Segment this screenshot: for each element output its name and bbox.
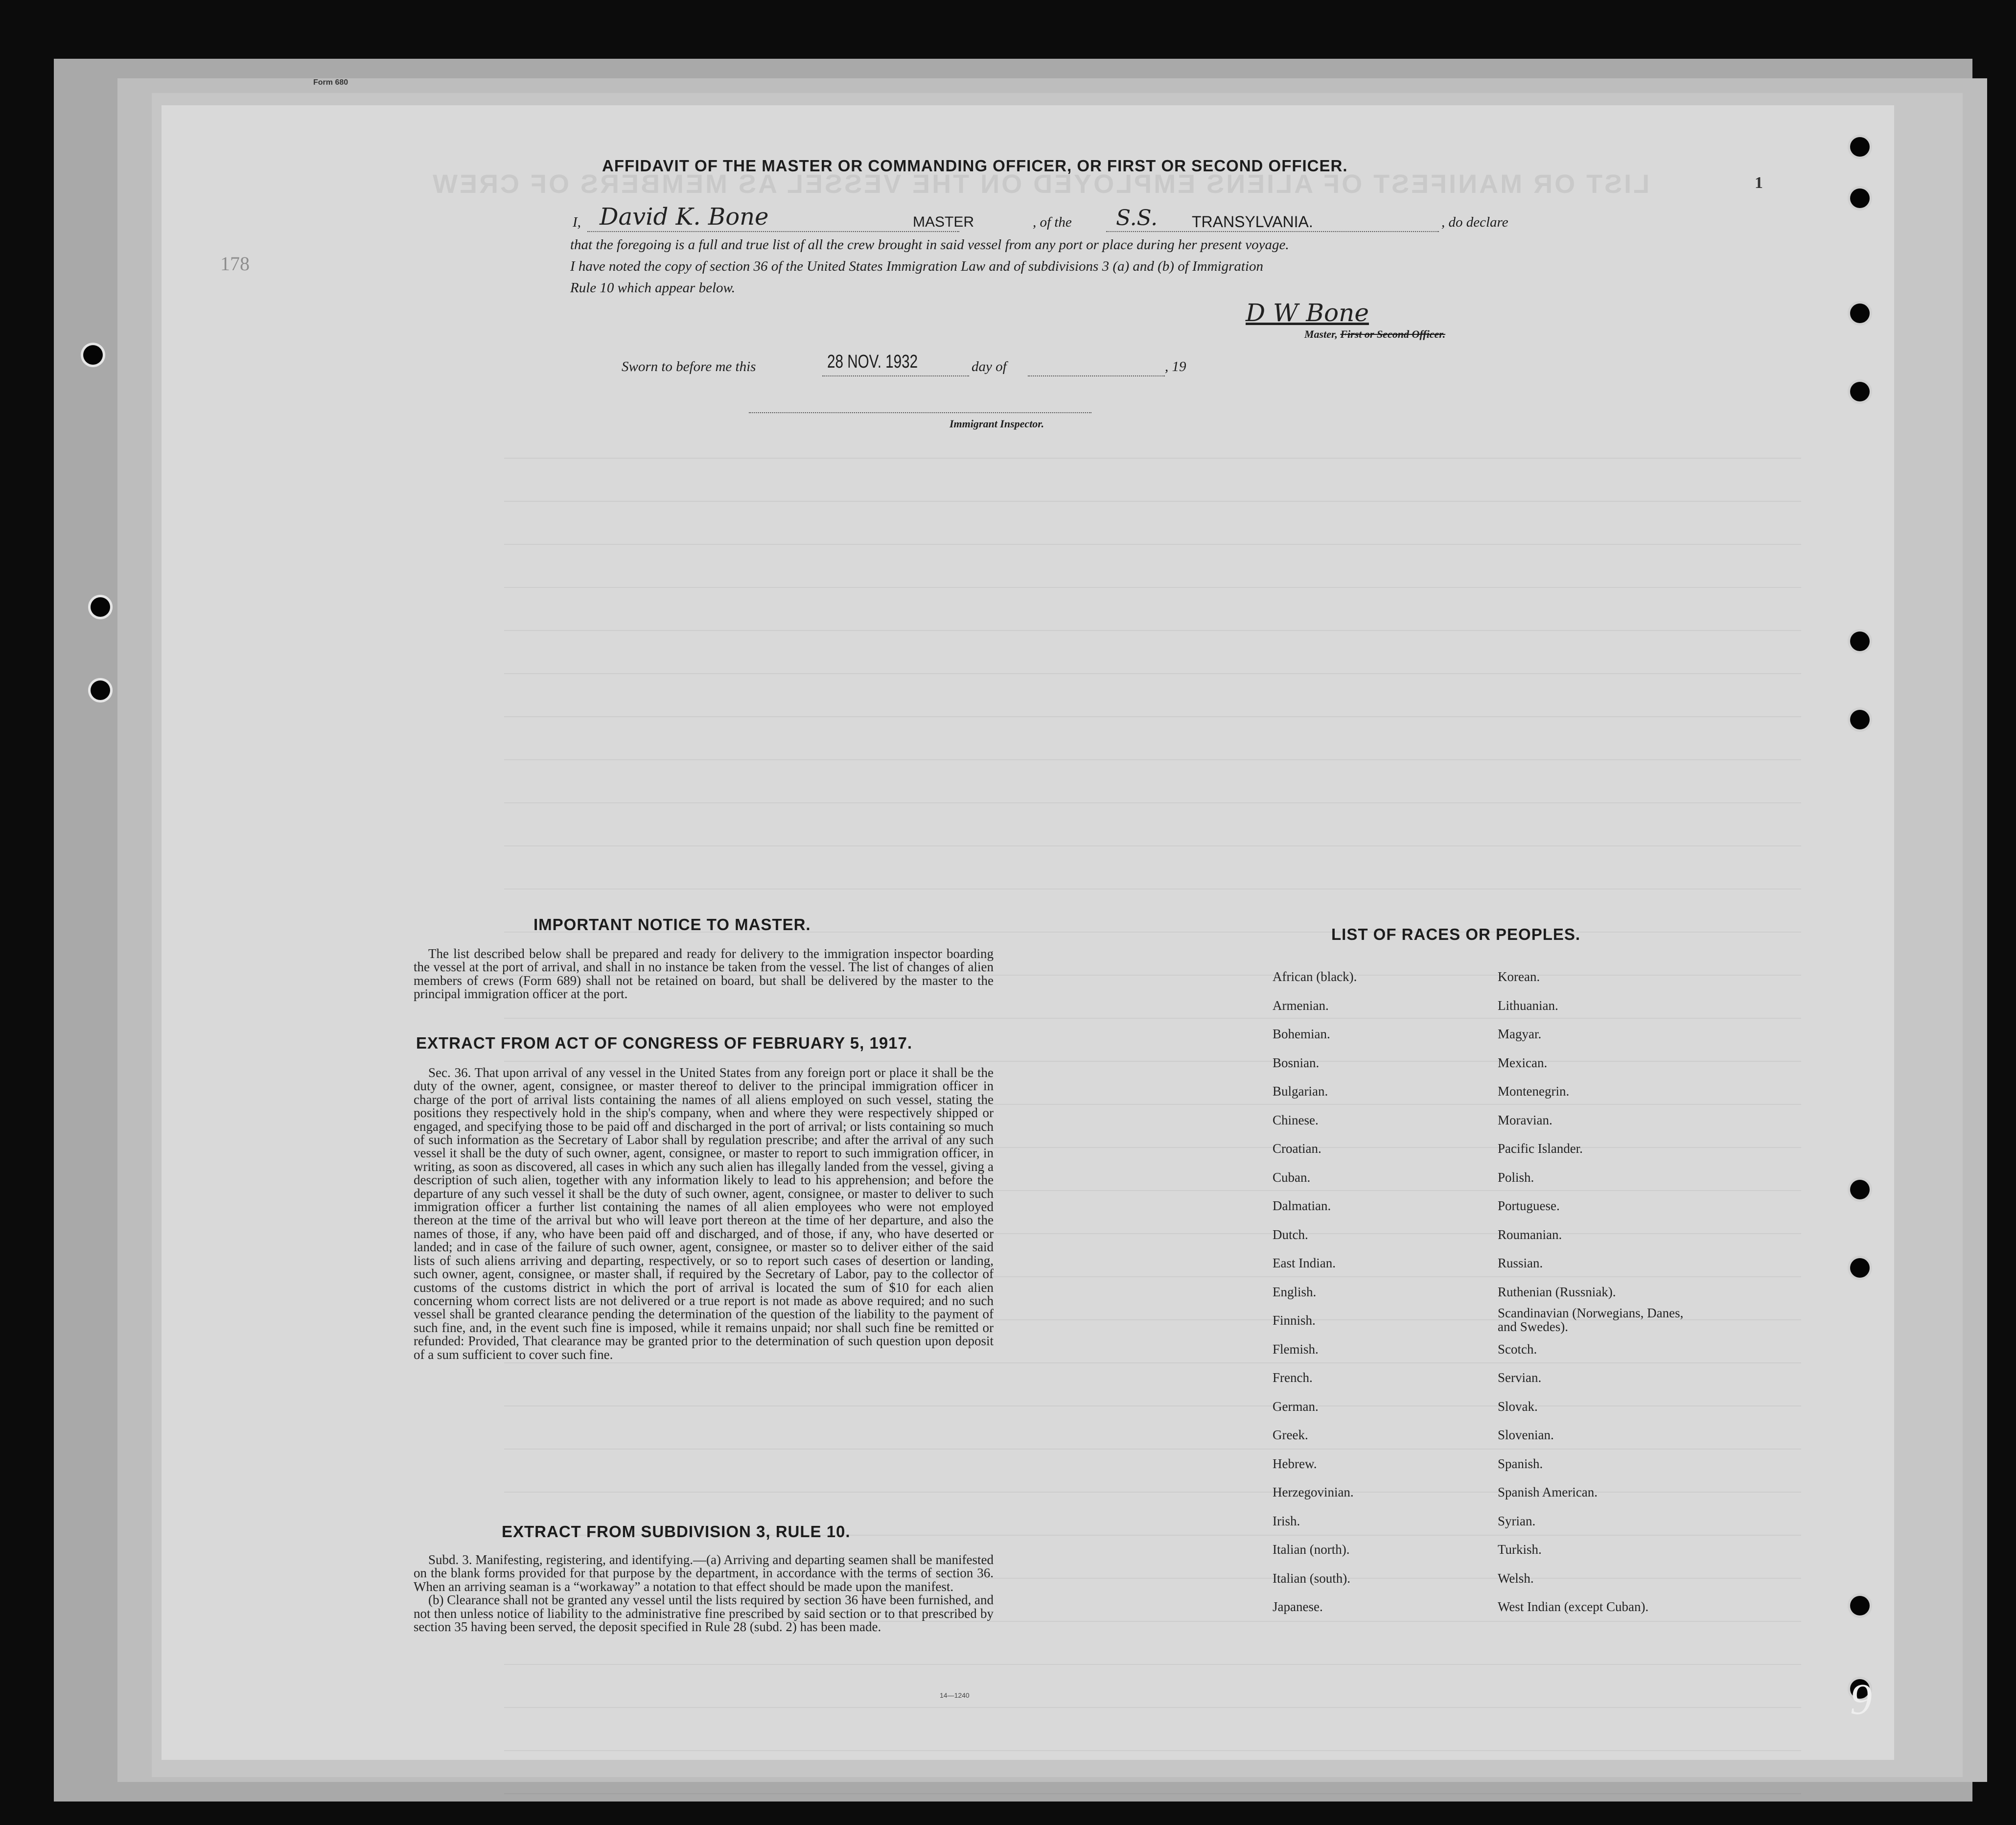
race-item: Scotch. [1498,1341,1537,1357]
year-prefix: , 19 [1165,359,1186,374]
of-the-text: , of the [1033,214,1072,230]
officer-caption [1304,328,1445,341]
race-item: Turkish. [1498,1542,1542,1557]
race-item: Croatian. [1273,1141,1321,1156]
master-signature: David K. Bone [600,203,769,231]
officer-caption-master: Master, [1304,328,1341,340]
bleed-through-line [504,802,1801,803]
notice-body [414,947,994,1001]
race-item: Moravian. [1498,1112,1553,1127]
race-item: Syrian. [1498,1513,1536,1528]
bleed-through-line [504,673,1801,674]
race-item: Mexican. [1498,1055,1548,1070]
race-item: Herzegovinian. [1273,1485,1354,1499]
race-item: Chinese. [1273,1112,1319,1127]
punch-hole [1850,304,1870,323]
master-label: MASTER [913,214,974,230]
bleed-through-line [504,1707,1801,1708]
punch-hole [1850,382,1870,401]
race-item: Italian (south). [1273,1570,1350,1586]
do-declare-text: , do declare [1441,214,1508,230]
race-item: Hebrew. [1273,1456,1317,1471]
bleed-through-line [504,1362,1801,1363]
officer-caption-struck: First or Second Officer. [1340,328,1446,340]
race-item: Dutch. [1273,1227,1308,1242]
bleed-through-line [504,1449,1801,1450]
punch-hole [91,680,110,700]
day-of-text: day of [972,359,1007,374]
bleed-through-line [504,501,1801,502]
race-item: Flemish. [1273,1341,1319,1357]
rule-extract-title: EXTRACT FROM SUBDIVISION 3, RULE 10. [502,1522,851,1541]
race-item: Ruthenian (Russniak). [1498,1284,1616,1299]
race-item: English. [1273,1284,1317,1299]
race-item: East Indian. [1273,1256,1336,1270]
race-item: Welsh. [1498,1570,1534,1586]
race-item: Slovenian. [1498,1427,1554,1442]
race-item: Italian (north). [1273,1542,1350,1557]
rule-paragraph-b: (b) Clearance shall not be granted any vessel until the lists required by section 36 have been furnished, and not then unless notice of liability to the administrative fine prescribed by said section or to that prescribed by section 35 having been served, the deposit specified in Rule 28 (subd. 2) has been made. [414,1592,994,1635]
race-item: Servian. [1498,1370,1542,1385]
affidavit-sheet [162,105,1894,1760]
act-extract-body [414,1066,994,1361]
bleed-through-line [504,1405,1801,1406]
punch-hole [1850,1180,1870,1199]
race-item: Armenian. [1273,998,1329,1013]
date-line [822,374,969,376]
bleed-through-line [504,716,1801,717]
notice-title: IMPORTANT NOTICE TO MASTER. [533,915,811,934]
race-item: Finnish. [1273,1313,1316,1328]
bleed-through-line [504,759,1801,760]
race-item: Lithuanian. [1498,998,1558,1013]
punch-hole [1850,710,1870,729]
bleed-through-line [504,544,1801,545]
affidavit-title: AFFIDAVIT OF THE MASTER OR COMMANDING OFFICER, OR FIRST OR SECOND OFFICER. [602,157,1348,175]
bleed-through-line [504,845,1801,846]
race-item: Montenegrin. [1498,1084,1570,1099]
officer-signature: D W Bone [1246,299,1369,327]
race-item: Cuban. [1273,1170,1311,1185]
races-title: LIST OF RACES OR PEOPLES. [1331,925,1581,943]
act-extract-title: EXTRACT FROM ACT OF CONGRESS OF FEBRUARY 5, 1917. [416,1034,913,1052]
race-item: Dalmatian. [1273,1198,1331,1213]
race-item: Portuguese. [1498,1198,1560,1213]
affidavit-line-4: Rule 10 which appear below. [570,280,735,296]
race-item: Roumanian. [1498,1227,1562,1242]
vessel-line [1106,230,1439,232]
race-item: Scandinavian (Norwegians, Danes, and Swedes). [1498,1306,1684,1334]
sworn-text: Sworn to before me this [622,359,756,374]
affidavit-line-3: I have noted the copy of section 36 of the United States Immigration Law and of subdivisions 3 (a) and (b) of Immigration [570,258,1264,274]
race-item: African (black). [1273,969,1357,984]
bleed-through-line [504,1492,1801,1493]
race-item: Russian. [1498,1256,1543,1270]
race-item: West Indian (except Cuban). [1498,1599,1649,1614]
rule-paragraph-a: Subd. 3. Manifesting, registering, and identifying.—(a) Arriving and departing seamen shall be manifested on the blank forms provided for that purpose by the department, in accordance with the terms of section 36. When an arriving seaman is a “workaway” a notation to that effect should be made upon the manifest. [414,1552,994,1594]
race-item: Irish. [1273,1513,1300,1528]
race-item: Spanish American. [1498,1485,1598,1499]
race-item: Japanese. [1273,1599,1323,1614]
inspector-caption: Immigrant Inspector. [950,418,1044,430]
punch-hole [91,597,110,617]
month-line [1028,374,1165,376]
bleed-through-line [504,1018,1801,1019]
race-item: French. [1273,1370,1313,1385]
bleed-through-line [504,1750,1801,1751]
affidavit-prefix: I, [573,214,581,230]
race-item: Pacific Islander. [1498,1141,1583,1156]
vessel-name: TRANSYLVANIA. [1192,213,1313,231]
race-item: Spanish. [1498,1456,1543,1471]
bleed-through-line [504,587,1801,588]
punch-hole [1850,1596,1870,1615]
bleed-through-heading: LIST OR MANIFEST OF ALIENS EMPLOYED ON THE VESSEL AS MEMBERS OF CREW [431,169,1650,199]
bleed-through-line [504,1664,1801,1665]
bleed-through-line [504,1061,1801,1062]
affidavit-line-2: that the foregoing is a full and true list of all the crew brought in said vessel from any port or place during her present voyage. [570,237,1289,253]
signature-line [587,230,959,232]
race-item: Greek. [1273,1427,1308,1442]
race-item: Bohemian. [1273,1027,1330,1041]
race-item: Bulgarian. [1273,1084,1328,1099]
race-item: Korean. [1498,969,1540,984]
inspector-signature-line [749,411,1091,413]
punch-hole [1850,632,1870,651]
margin-number: 1 [1755,174,1763,192]
punch-hole [1850,188,1870,208]
ss-abbreviation: S.S. [1116,206,1158,231]
race-item: Slovak. [1498,1399,1538,1414]
date-stamp: 28 NOV. 1932 [827,351,918,372]
punch-hole [1850,137,1870,157]
bleed-through-line [504,1793,1801,1794]
race-item: Polish. [1498,1170,1534,1185]
notice-paragraph: The list described below shall be prepared and ready for delivery to the immigration inspector boarding the vessel at the port of arrival, and shall in no instance be taken from the vessel. The list of changes of alien members of crews (Form 689) shall not be retained on board, but shall be delivered by the master to the principal immigration officer at the port. [414,946,994,1002]
margin-number: 178 [220,253,250,275]
form-reference: 14—1240 [940,1691,970,1699]
rule-extract-body [414,1553,994,1634]
act-paragraph: Sec. 36. That upon arrival of any vessel in the United States from any foreign port or place it shall be the duty of the owner, agent, consignee, or master thereof to deliver to the principal immigration officer in charge of the port of arrival lists containing the names of all aliens employed on such vessel, stating the positions they respectively hold in the ship's company, when and where they were respectively shipped or engaged, and specifying those to be paid off and discharged in the port of arrival; or lists containing so much of such information as the Secretary of Labor shall by regulation prescribe; and after the arrival of any such vessel it shall be the duty of such owner, agent, consignee, or master to report to such immigration officer, in writing, as soon as discovered, all cases in which any such alien has illegally landed from the vessel, giving a description of such alien, together with any information likely to lead to his apprehension; and before the departure of any such vessel it shall be the duty of such owner, agent, consignee, or master to deliver to such immigration officer a further list containing the names of all alien employees who were not employed thereon at the time of the arrival but who will leave port thereon at the time of her departure, and also the names of those, if any, who have been paid off and discharged, and of those, if any, who have deserted or landed; and in case of the failure of such owner, agent, consignee, or master so to deliver either of the said lists of such aliens arriving and departing, respectively, or so to report such cases of desertion or landing, such owner, agent, consignee, or master shall, if required by the Secretary of Labor, pay to the collector of customs of the customs district in which the port of arrival is located the sum of $10 for each alien concerning whom correct lists are not delivered or a true report is not made as above required; and no such vessel shall be granted clearance pending the determination of the question of the liability to the payment of such fine, and, in the event such fine is imposed, while it remains unpaid; nor shall such fine be remitted or refunded: Provided, That clearance may be granted prior to the determination of such question upon deposit of a sum sufficient to cover such fine. [414,1065,994,1362]
race-item: Bosnian. [1273,1055,1320,1070]
punch-hole [1850,1258,1870,1278]
bleed-through-line [504,630,1801,631]
form-number: Form 680 [313,78,348,87]
punch-hole [83,345,103,365]
margin-number: 9 [1850,1675,1872,1724]
bleed-through-line [504,458,1801,459]
race-item: Magyar. [1498,1027,1542,1041]
race-item: German. [1273,1399,1319,1414]
